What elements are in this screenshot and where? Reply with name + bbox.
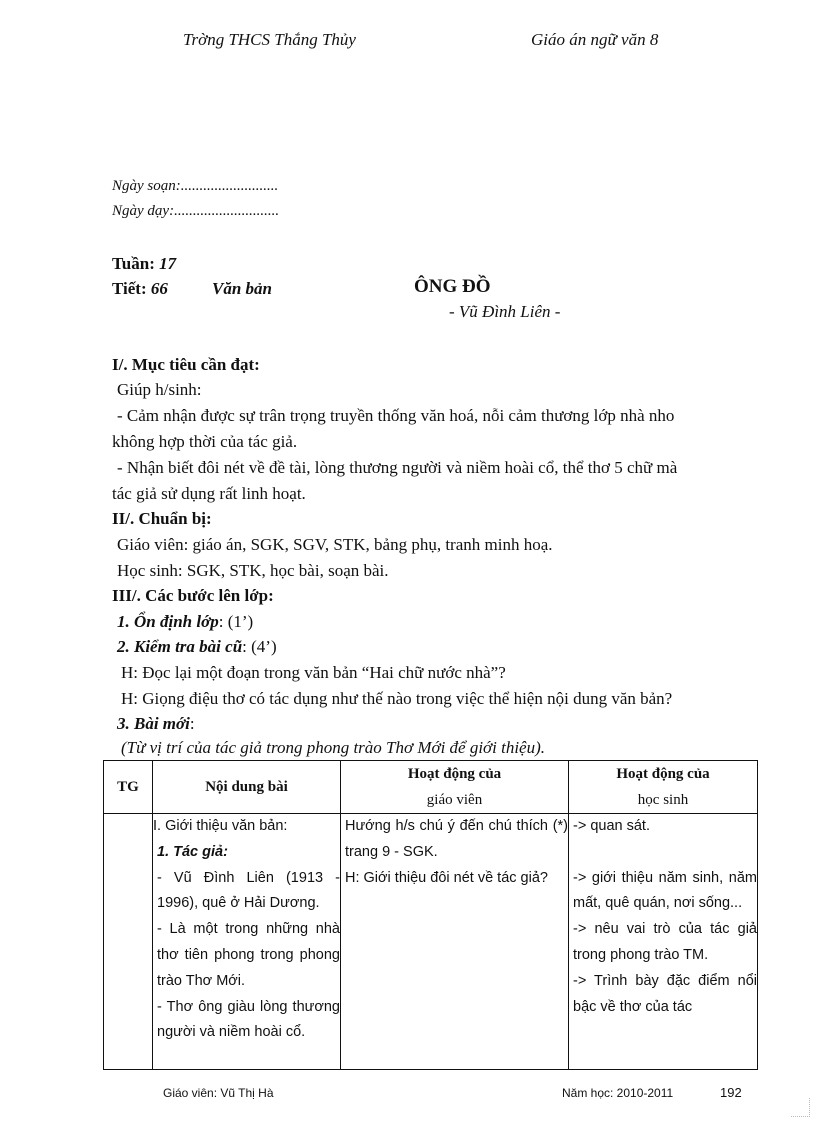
step3-rest: : <box>189 714 195 733</box>
student-p2: -> giới thiệu năm sinh, năm mất, quê quán, nơi sống... <box>573 869 757 912</box>
header-teacher-line2: giáo viên <box>426 792 483 808</box>
goal2-line2: tác giả sử dụng rất linh hoạt. <box>112 484 306 503</box>
section1-heading: I/. Mục tiêu cần đạt: <box>112 355 260 374</box>
table-header-row <box>104 761 758 814</box>
content-p2: - Là một trong những nhà thơ tiên phong trong phong trào Thơ Mới. <box>157 921 340 989</box>
week-line <box>112 254 176 274</box>
step1-label: 1. Ổn định lớp <box>117 612 219 631</box>
week-label: Tuần: <box>112 254 155 273</box>
school-name: Trờng THCS Thắng Thủy <box>183 30 356 49</box>
review-question-2: H: Giọng điệu thơ có tác dụng như thế nào trong việc thể hiện nội dung văn bản? <box>121 689 673 708</box>
step3-line <box>117 714 195 734</box>
student-p3: -> nêu vai trò của tác giả trong phong trào TM. <box>573 921 757 963</box>
content-subheading: 1. Tác giả: <box>157 843 228 860</box>
content-p3: - Thơ ông giàu lòng thương người và niềm hoài cổ. <box>157 998 340 1041</box>
header-teacher <box>341 761 569 814</box>
week-value: 17 <box>159 254 177 273</box>
step2-label: 2. Kiểm tra bài cũ <box>117 637 243 656</box>
header-teacher-line1: Hoạt động của <box>407 766 502 782</box>
page-number: 192 <box>720 1085 742 1100</box>
step1-line <box>117 612 253 632</box>
header-tg: TG <box>104 761 153 814</box>
cell-content <box>153 814 341 1070</box>
header-student-line1: Hoạt động của <box>616 766 710 782</box>
prep-student: Học sinh: SGK, STK, học bài, soạn bài. <box>117 561 389 580</box>
cell-teacher <box>341 814 569 1070</box>
step1-rest: : (1’) <box>218 612 254 631</box>
section2-heading: II/. Chuẩn bị: <box>112 509 212 528</box>
teach-date: Ngày dạy:............................ <box>112 203 280 219</box>
teacher-p1: Hướng h/s chú ý đến chú thích (*) trang 9 - SGK. <box>345 818 568 860</box>
student-p1: -> quan sát. <box>573 818 650 834</box>
lesson-title: ÔNG ĐỒ <box>414 276 491 297</box>
step3-label: 3. Bài mới <box>117 714 190 733</box>
period-label: Tiết: <box>112 279 147 298</box>
goal2-line1: - Nhận biết đôi nét về đề tài, lòng thương người và niềm hoài cổ, thể thơ 5 chữ mà <box>117 458 678 477</box>
prep-date: Ngày soạn:.......................... <box>112 178 279 194</box>
review-question-1: H: Đọc lại một đoạn trong văn bản “Hai chữ nước nhà”? <box>121 663 506 682</box>
lesson-table <box>103 760 758 1070</box>
table-row <box>104 814 758 1070</box>
student-p4: -> Trình bày đặc điểm nổi bậc về thơ của tác <box>573 972 757 1015</box>
goal1-line2: không hợp thời của tác giả. <box>112 432 298 451</box>
cell-tg <box>104 814 153 1070</box>
lesson-author: - Vũ Đình Liên - <box>449 302 561 321</box>
section3-heading: III/. Các bước lên lớp: <box>112 586 274 605</box>
step2-line <box>117 637 277 657</box>
footer-teacher: Giáo viên: Vũ Thị Hà <box>163 1086 274 1100</box>
header-student <box>569 761 758 814</box>
goal1-line1: - Cảm nhận được sự trân trọng truyền thống văn hoá, nỗi cảm thương lớp nhà nho <box>117 406 675 425</box>
teacher-p2: H: Giới thiệu đôi nét về tác giả? <box>345 869 548 886</box>
subject-name: Giáo án ngữ văn 8 <box>531 30 659 49</box>
step2-rest: : (4’) <box>242 637 277 656</box>
content-p1: - Vũ Đình Liên (1913 - 1996), quê ở Hải Dương. <box>157 869 340 912</box>
section1-intro: Giúp h/sinh: <box>117 380 202 399</box>
footer-year: Năm học: 2010-2011 <box>562 1086 674 1100</box>
period-value: 66 <box>150 279 168 298</box>
header-content: Nội dung bài <box>153 761 341 814</box>
content-heading: I. Giới thiệu văn bản: <box>153 818 288 834</box>
intro-note: (Từ vị trí của tác giả trong phong trào Thơ Mới để giới thiệu). <box>121 738 546 757</box>
header-student-line2: học sinh <box>637 792 689 808</box>
page-corner-mark <box>791 1098 810 1117</box>
period-line <box>112 279 168 299</box>
prep-teacher: Giáo viên: giáo án, SGK, SGV, STK, bảng phụ, tranh minh hoạ. <box>117 535 553 554</box>
lesson-type: Văn bản <box>212 279 272 298</box>
cell-student <box>569 814 758 1070</box>
